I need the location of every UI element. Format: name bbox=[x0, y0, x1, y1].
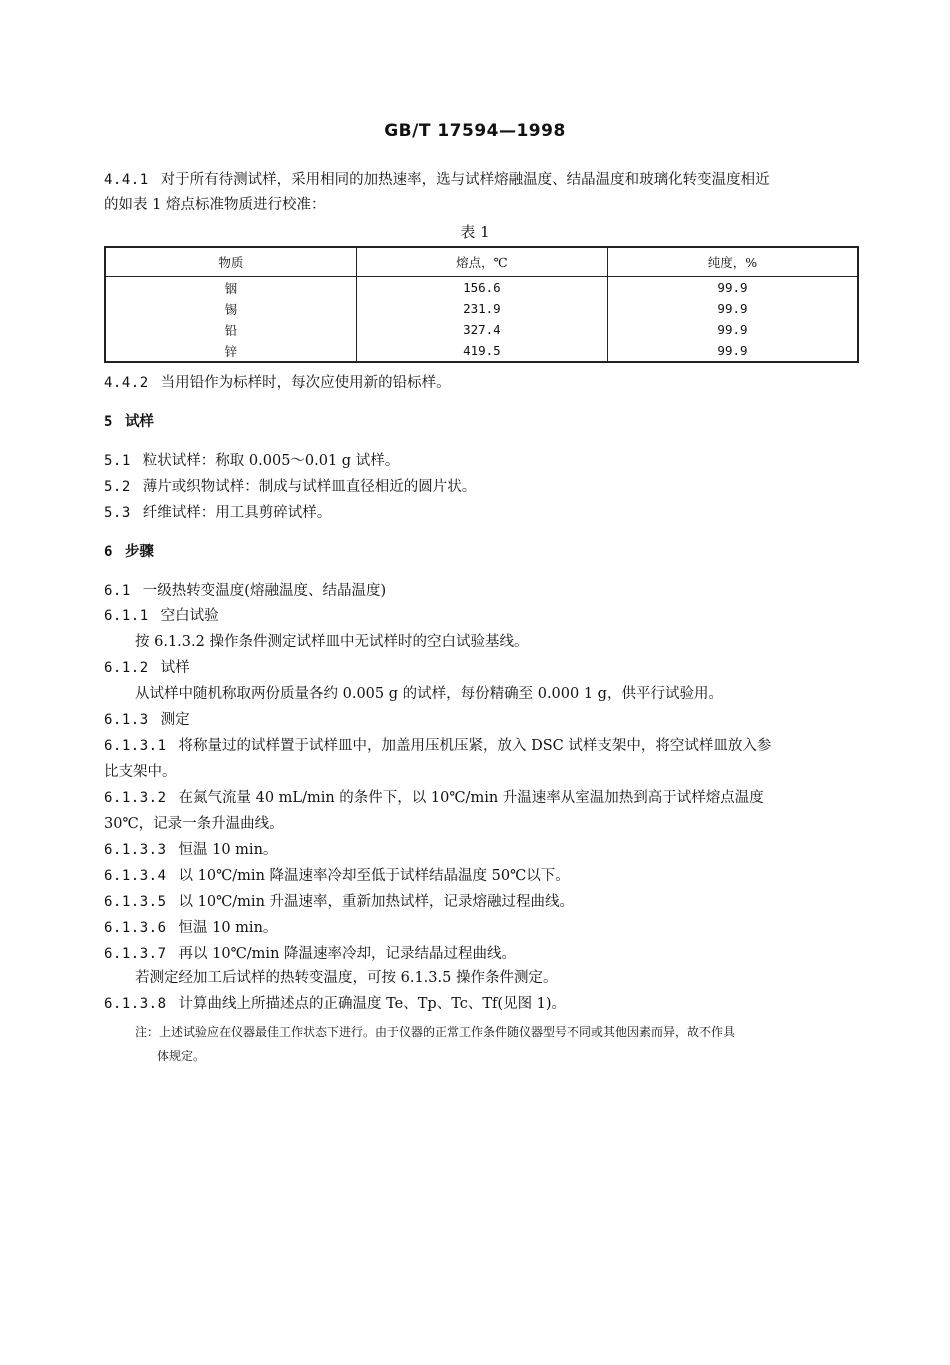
clause-6-1-3 bbox=[104, 710, 190, 730]
table-row bbox=[105, 340, 858, 362]
clause-text: 空白试验 bbox=[160, 608, 219, 624]
clause-text: 恒温 10 min。 bbox=[178, 920, 278, 936]
clause-number: 5.2 bbox=[104, 479, 131, 495]
cell-melting-point: 327.4 bbox=[356, 319, 607, 340]
clause-text: 恒温 10 min。 bbox=[178, 842, 278, 858]
clause-text: 计算曲线上所描述点的正确温度 Te、Tp、Tc、Tf(见图 1)。 bbox=[178, 996, 567, 1012]
clause-number: 4.4.1 bbox=[104, 172, 149, 188]
clause-text: 在氮气流量 40 mL/min 的条件下，以 10℃/min 升温速率从室温加热到高于试样熔点温度 bbox=[178, 790, 764, 806]
clause-6-1-3-5 bbox=[104, 892, 574, 912]
clause-text: 薄片或织物试样：制成与试样皿直径相近的圆片状。 bbox=[142, 479, 477, 495]
table-row bbox=[105, 319, 858, 340]
clause-6-1-3-4 bbox=[104, 866, 570, 886]
melting-point-table bbox=[104, 246, 859, 363]
clause-number: 6.1.2 bbox=[104, 660, 149, 676]
section-6-heading bbox=[104, 542, 154, 562]
section-title: 步骤 bbox=[124, 543, 154, 560]
clause-number: 6.1.1 bbox=[104, 608, 149, 624]
table-caption: 表 1 bbox=[460, 223, 490, 241]
clause-text: 将称量过的试样置于试样皿中，加盖用压机压紧，放入 DSC 试样支架中，将空试样皿放入参 bbox=[178, 738, 772, 754]
clause-number: 6.1.3.8 bbox=[104, 996, 167, 1012]
clause-6-1-3-3 bbox=[104, 840, 277, 860]
clause-6-1 bbox=[104, 581, 386, 601]
clause-6-1-1-body: 按 6.1.3.2 操作条件测定试样皿中无试样时的空白试验基线。 bbox=[135, 634, 529, 650]
clause-4-4-1-cont: 的如表 1 熔点标准物质进行校准： bbox=[104, 197, 326, 213]
clause-6-1-3-2 bbox=[104, 788, 764, 808]
clause-5-2 bbox=[104, 477, 476, 497]
cell-purity: 99.9 bbox=[607, 298, 858, 319]
clause-number: 6.1.3.1 bbox=[104, 738, 167, 754]
clause-6-1-3-6 bbox=[104, 918, 277, 938]
clause-number: 6.1.3.7 bbox=[104, 946, 167, 962]
clause-number: 6.1.3.4 bbox=[104, 868, 167, 884]
clause-number: 6.1 bbox=[104, 583, 131, 599]
clause-5-1 bbox=[104, 451, 399, 471]
cell-substance: 锡 bbox=[224, 301, 238, 317]
clause-text: 测定 bbox=[160, 712, 190, 728]
clause-number: 5.1 bbox=[104, 453, 131, 469]
note: 注：上述试验应在仪器最佳工作状态下进行。由于仪器的正常工作条件随仪器型号不同或其他因素而异，故不作具 bbox=[135, 1025, 736, 1039]
clause-6-1-3-2-cont: 30℃，记录一条升温曲线。 bbox=[104, 816, 284, 832]
section-title: 试样 bbox=[124, 413, 154, 430]
cell-substance: 铟 bbox=[224, 280, 238, 296]
clause-6-1-3-1-cont: 比支架中。 bbox=[104, 764, 177, 780]
clause-number: 6.1.3.5 bbox=[104, 894, 167, 910]
clause-4-4-2 bbox=[104, 373, 451, 393]
section-number: 6 bbox=[104, 544, 113, 560]
clause-text: 当用铅作为标样时，每次应使用新的铅标样。 bbox=[160, 375, 451, 391]
cell-purity: 99.9 bbox=[607, 319, 858, 340]
section-number: 5 bbox=[104, 414, 113, 430]
clause-text: 对于所有待测试样，采用相同的加热速率，选与试样熔融温度、结晶温度和玻璃化转变温度相近 bbox=[160, 172, 770, 188]
clause-text: 纤维试样：用工具剪碎试样。 bbox=[142, 505, 332, 521]
cell-substance: 铅 bbox=[224, 322, 238, 338]
table-header-row bbox=[105, 247, 858, 277]
clause-6-1-3-1 bbox=[104, 736, 771, 756]
clause-text: 再以 10℃/min 降温速率冷却，记录结晶过程曲线。 bbox=[178, 946, 517, 962]
table-row bbox=[105, 277, 858, 299]
section-5-heading bbox=[104, 412, 154, 432]
cell-substance: 锌 bbox=[224, 343, 238, 359]
cell-melting-point: 156.6 bbox=[356, 277, 607, 299]
cell-purity: 99.9 bbox=[607, 340, 858, 362]
header-substance: 物质 bbox=[105, 247, 356, 277]
table-row bbox=[105, 298, 858, 319]
note-cont: 体规定。 bbox=[157, 1049, 206, 1063]
clause-6-1-3-8 bbox=[104, 994, 566, 1014]
header-purity: 纯度，% bbox=[607, 247, 858, 277]
clause-6-1-2-body: 从试样中随机称取两份质量各约 0.005 g 的试样，每份精确至 0.000 1 g，供平行试验用。 bbox=[135, 686, 723, 702]
clause-text: 以 10℃/min 降温速率冷却至低于试样结晶温度 50℃以下。 bbox=[178, 868, 570, 884]
clause-number: 6.1.3.6 bbox=[104, 920, 167, 936]
cell-purity: 99.9 bbox=[607, 277, 858, 299]
header-melting-point: 熔点，℃ bbox=[356, 247, 607, 277]
clause-4-4-1 bbox=[104, 170, 770, 190]
clause-text: 一级热转变温度(熔融温度、结晶温度) bbox=[142, 583, 387, 599]
page-header: GB/T 17594—1998 bbox=[384, 121, 566, 141]
clause-number: 6.1.3 bbox=[104, 712, 149, 728]
clause-text: 粒状试样：称取 0.005～0.01 g 试样。 bbox=[142, 453, 400, 469]
clause-number: 5.3 bbox=[104, 505, 131, 521]
cell-melting-point: 231.9 bbox=[356, 298, 607, 319]
clause-number: 6.1.3.3 bbox=[104, 842, 167, 858]
clause-6-1-1 bbox=[104, 606, 219, 626]
clause-6-1-3-7-body: 若测定经加工后试样的热转变温度，可按 6.1.3.5 操作条件测定。 bbox=[135, 970, 558, 986]
clause-number: 6.1.3.2 bbox=[104, 790, 167, 806]
clause-6-1-2 bbox=[104, 658, 190, 678]
clause-number: 4.4.2 bbox=[104, 375, 149, 391]
cell-melting-point: 419.5 bbox=[356, 340, 607, 362]
clause-6-1-3-7 bbox=[104, 944, 516, 964]
clause-5-3 bbox=[104, 503, 331, 523]
clause-text: 以 10℃/min 升温速率，重新加热试样，记录熔融过程曲线。 bbox=[178, 894, 575, 910]
clause-text: 试样 bbox=[160, 660, 190, 676]
